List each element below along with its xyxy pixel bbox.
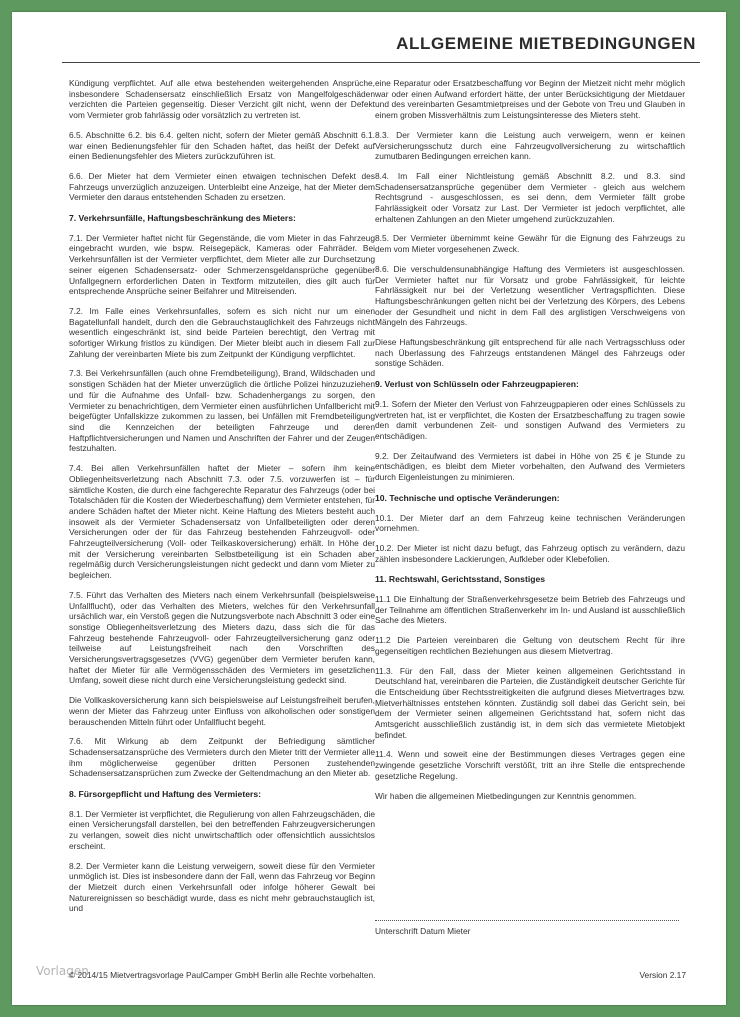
right-section-heading: 9. Verlust von Schlüsseln oder Fahrzeugpapieren: [375, 379, 579, 390]
right-paragraph: 10.2. Der Mieter ist nicht dazu befugt, das Fahrzeug optisch zu verändern, dazu zählen insbesondere Lackierungen, Aufkleber oder Klebefolien. [375, 542, 685, 564]
document-page [12, 12, 726, 1005]
left-paragraph: 8.2. Der Vermieter kann die Leistung verweigern, soweit diese für den Vermieter unmöglich ist. Dies ist insbesondere dann der Fall, wenn das Fahrzeug vor Beginn der Mietzeit durch einen Verkehrsunfall oder infolge höherer Gewalt bei Naturereignissen so beschädigt wurde, dass es nicht mehr gebrauchstauglich ist, und [69, 860, 375, 914]
watermark-text: Vorlagen [36, 964, 89, 978]
right-text-column [375, 78, 685, 810]
signature-line [375, 920, 679, 921]
right-paragraph: Diese Haftungsbeschränkung gilt entsprechend für alle nach Vertragsschluss oder nach Überlassung des Fahrzeugs entstandenen Mängel des Fahrzeugs oder sonstige Schäden. [375, 337, 685, 369]
right-paragraph: 11.1 Die Einhaltung der Straßenverkehrsgesetze beim Betrieb des Fahrzeugs und der Teilnahme am öffentlichen Straßenverkehr im In- und Ausland ist ausschließlich Sache des Mieters. [375, 594, 685, 626]
footer-version: Version 2.17 [639, 970, 686, 980]
left-paragraph: 7.4. Bei allen Verkehrsunfällen haftet der Mieter – sofern ihm keine Obliegenheitsverletzung nach Abschnitt 7.3. oder 7.5. vorzuwerfen ist – für sämtliche Kosten, die durch eine fachgerechte Reparatur des Fahrzeugs (oder bei Totalschäden für die Kosten der Wiederbeschaffung) dem Vermieter entstehen, für andere Schäden haftet der Mieter nicht. Keine Haftung des Mieters besteht auch insoweit als der Vermieter Schadensersatz von Unfallbeteiligten oder deren Versicherungen oder der für das Fahrzeug bestehenden Fahrzeugvoll- oder Fahrzeugteilversicherung (Voll- oder Teilkaskoversicherung) erhält. In Höhe der mit der Versicherung vereinbarten Selbstbeteiligung ist ein Schaden aber regelmäßig durch Versicherungsleistungen nicht gedeckt und dann vom Mieter zu begleichen. [69, 463, 375, 581]
right-paragraph: 11.3. Für den Fall, dass der Mieter keinen allgemeinen Gerichtsstand in Deutschland hat, vereinbaren die Parteien, die Zuständigkeit deutscher Gerichte für die Entscheidung über Rechtsstreitigkeiten die aufgrund dieses Mietvertrages bzw. Mietverhältnisses entstehen könnten. Zuständig soll dabei das Gericht sein, bei dem der Vermieter seinen allgemeinen Gerichtsstand hat, sofern nicht das Amtsgericht ausschließlich zuständig ist, in dem sich das vermietete Mietobjekt befindet. [375, 665, 685, 740]
right-paragraph: 8.3. Der Vermieter kann die Leistung auch verweigern, wenn er keinen Versicherungsschutz durch eine Fahrzeugvollversicherung zu wirtschaftlich zumutbaren Bedingungen erreichen kann. [375, 129, 685, 162]
footer-copyright: © 2014/15 Mietvertragsvorlage PaulCamper GmbH Berlin alle Rechte vorbehalten. [69, 970, 376, 980]
right-paragraph: 10.1. Der Mieter darf an dem Fahrzeug keine technischen Veränderungen vornehmen. [375, 512, 685, 534]
left-paragraph: 7.2. Im Falle eines Verkehrsunfalles, sofern es sich nicht nur um einen Bagatellunfall handelt, durch den die Gebrauchstauglichkeit des Fahrzeugs nicht wesentlich eingeschränkt ist, sind beide Parteien berechtigt, den Vertrag mit sofortiger Wirkung fristlos zu kündigen. Der Mieter bleibt auch in diesem Fall zur Zahlung der vereinbarten Miete bis zum Zeitpunkt der Kündigung verpflichtet. [69, 305, 375, 359]
page-title: ALLGEMEINE MIETBEDINGUNGEN [396, 34, 696, 53]
right-paragraph: 8.4. Im Fall einer Nichtleistung gemäß Abschnitt 8.2. und 8.3. sind Schadensersatzansprüche gegenüber dem Vermieter - gleich aus welchem Rechtsgrund - ausgeschlossen, es sei denn, dem Vermieter fällt grobe Fahrlässigkeit oder Vorsatz zur Last. Der Vermieter ist jedoch verpflichtet, alle erhaltenen Zahlungen an den Mieter umgehend zurückzuzahlen. [375, 170, 685, 224]
right-paragraph: 9.2. Der Zeitaufwand des Vermieters ist dabei in Höhe von 25 € je Stunde zu entschädigen, es bleibt dem Mieter vorbehalten, den Aufwand des Vermieters durch Eigenleistungen zu minimieren. [375, 450, 685, 483]
right-paragraph: 11.2 Die Parteien vereinbaren die Geltung von deutschem Recht für ihre gegenseitigen rechtlichen Beziehungen aus diesem Mietvertrag. [375, 635, 685, 656]
left-paragraph: 7.5. Führt das Verhalten des Mieters nach einem Verkehrsunfall (beispielsweise Unfallflucht), oder das Verhalten des Mieters, welches für den Verkehrsunfall ursächlich war, ein Verstoß gegen die Nutzungsverbote nach Abschnitt 3 oder eine sonstige Obliegenheitsverletzung des Mieters dazu, dass sich die für das Fahrzeug bestehende Fahrzeugvoll- oder Fahrzeugteilversicherung ganz oder teilweise auf Leistungsfreiheit nach den Vorschriften des Versicherungsvertragsgesetzes (VVG) gegenüber dem Vermieter berufen kann, haftet der Mieter für alle Vermögensschäden des Vermieters im gesetzlichen Umfang, soweit diese nicht durch eine Versicherungsleistung gedeckt sind. [69, 589, 375, 686]
left-paragraph: 7.1. Der Vermieter haftet nicht für Gegenstände, die vom Mieter in das Fahrzeug eingebracht wurden, wie bspw. Reisegepäck, Kameras oder Fahrräder. Bei Verkehrsunfällen ist der Vermieter verpflichtet, dem Mieter alle zur Durchsetzung seiner eigenen Schadensersatz- oder Schmerzensgeldansprüche gegenüber Unfallgegnern erforderlichen Daten in Textform mitzuteilen, dies gilt auch für entsprechende Ansprüche seiner Beifahrer und Mitreisenden. [69, 232, 375, 297]
right-section-heading: 11. Rechtswahl, Gerichtsstand, Sonstiges [375, 574, 546, 585]
header-divider [62, 62, 700, 63]
left-paragraph: Die Vollkaskoversicherung kann sich beispielsweise auf Leistungsfreiheit berufen, wenn der Mieter das Fahrzeug unter Einfluss von alkoholischen oder sonstigen berauschenden Mitteln führt oder Unfallflucht begeht. [69, 695, 375, 727]
right-paragraph: 8.6. Die verschuldensunabhängige Haftung des Vermieters ist ausgeschlossen. Der Vermieter haftet nur für Vorsatz und grobe Fahrlässigkeit, für leichte Fahrlässigkeit nur bei der Verletzung wesentlicher Vertragspflichten. Diese Haftungsbeschränkungen gelten nicht bei der Verletzung des Körpers, des Lebens oder der Gesundheit und nicht in dem Fall des arglistigen Verschweigens von Mängeln des Fahrzeugs. [375, 263, 685, 328]
right-paragraph: 11.4. Wenn und soweit eine der Bestimmungen dieses Vertrages gegen eine zwingende gesetzliche Vorschrift verstößt, tritt an ihre Stelle die entsprechende gesetzliche Regelung. [375, 749, 685, 781]
left-text-column [69, 78, 375, 923]
right-paragraph: 9.1. Sofern der Mieter den Verlust von Fahrzeugpapieren oder eines Schlüssels zu vertreten hat, ist er verpflichtet, die Kosten der Ersatzbeschaffung zu tragen sowie den damit verbundenen Zeit- und sonstigen Aufwand des Vermieters zu entschädigen. [375, 398, 685, 441]
left-section-heading: 8. Fürsorgepflicht und Haftung des Vermieters: [69, 789, 261, 800]
right-paragraph: 8.5. Der Vermieter übernimmt keine Gewähr für die Eignung des Fahrzeugs zu dem vom Mieter vorgesehenen Zweck. [375, 233, 685, 255]
left-paragraph: 6.6. Der Mieter hat dem Vermieter einen etwaigen technischen Defekt des Fahrzeugs unverzüglich anzuzeigen. Unterbleibt eine Anzeige, hat der Mieter dem Vermieter den daraus entstehenden Schaden zu ersetzen. [69, 170, 375, 203]
right-paragraph: Wir haben die allgemeinen Mietbedingungen zur Kenntnis genommen. [375, 790, 637, 801]
right-paragraph: eine Reparatur oder Ersatzbeschaffung vor Beginn der Mietzeit nicht mehr möglich war oder einen Aufwand erfordert hätte, der unter Berücksichtigung der Mietdauer und des vereinbarten Gesamtmietpreises und der Gebote von Treu und Glauben in einem groben Missverhältnis zum Leistungsinteresse des Mieters steht. [375, 78, 685, 121]
signature-label: Unterschrift Datum Mieter [375, 926, 471, 936]
left-paragraph: 7.6. Mit Wirkung ab dem Zeitpunkt der Befriedigung sämtlicher Schadensersatzansprüche des Vermieters durch den Mieter tritt der Vermieter alle ihm möglicherweise gegenüber dritten Personen zustehenden Schadensersatzansprüchen zum Zwecke der Geltendmachung an den Mieter ab. [69, 736, 375, 779]
left-paragraph: 8.1. Der Vermieter ist verpflichtet, die Regulierung von allen Fahrzeugschäden, die einen Versicherungsfall darstellen, bei den betreffenden Fahrzeugversicherungen zu verlangen, soweit dies nicht unwirtschaftlich oder offensichtlich aussichtslos erscheint. [69, 808, 375, 851]
left-paragraph: 6.5. Abschnitte 6.2. bis 6.4. gelten nicht, sofern der Mieter gemäß Abschnitt 6.1. war einen Bedienungsfehler für den Schaden haftet, das heißt der Defekt auf einen Bedienungsfehler des Mieters zurückzuführen ist. [69, 129, 375, 162]
left-section-heading: 7. Verkehrsunfälle, Haftungsbeschränkung des Mieters: [69, 213, 296, 224]
left-paragraph: Kündigung verpflichtet. Auf alle etwa bestehenden weitergehenden Ansprüche, insbesondere Schadensersatz einschließlich Ersatz von Mangelfolgeschäden verzichten die Parteien gegenseitig. Dieser Verzicht gilt nicht, wenn der Defekt vom Vermieter grob fahrlässig oder vorsätzlich zu vertreten ist. [69, 78, 375, 121]
right-section-heading: 10. Technische und optische Veränderungen: [375, 492, 560, 503]
left-paragraph: 7.3. Bei Verkehrsunfällen (auch ohne Fremdbeteiligung), Brand, Wildschaden und sonstigen Schäden hat der Mieter unverzüglich die örtliche Polizei hinzuzuziehen und für die Aufnahme des Unfall- bzw. Schadenhergangs zu sorgen, den Vermieter zu benachrichtigen, dem Vermieter einen ausführlichen Unfallbericht mit beigefügter Unfallskizze zukommen zu lassen, bei Unfällen mit Fremdbeteiligung sind die Kennzeichen der beteiligten Fahrzeuge und deren Haftpflichtversicherungen und Namen und Anschriften der Fahrer und der Zeugen festzuhalten. [69, 368, 375, 454]
